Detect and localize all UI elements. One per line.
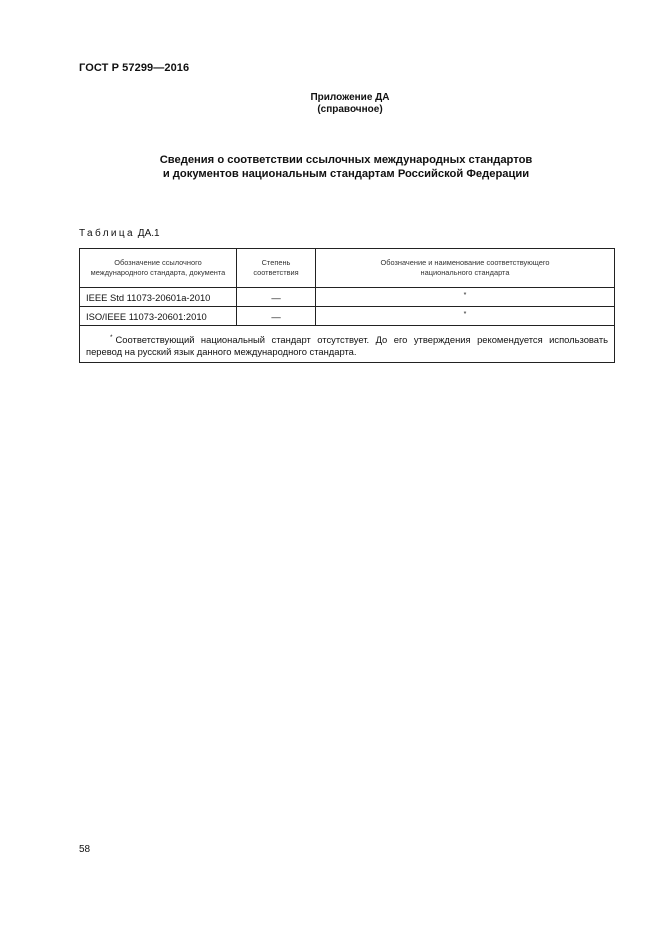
- row-designation: IEEE Std 11073-20601a-2010: [80, 288, 237, 307]
- table-footnote-row: [80, 326, 615, 363]
- header-designation: Обозначение ссылочного международного стандарта, документа: [80, 249, 237, 288]
- table-caption-id: ДА.1: [137, 228, 160, 239]
- header-national-standard: Обозначение и наименование соответствующего национального стандарта: [316, 249, 615, 288]
- page-number: 58: [79, 844, 91, 855]
- header-degree: Степень соответствия: [237, 249, 316, 288]
- document-code: ГОСТ Р 57299—2016: [79, 62, 190, 74]
- row-designation: ISO/IEEE 11073-20601:2010: [80, 307, 237, 326]
- footnote-text: Соответствующий национальный стандарт отсутствует. До его утверждения рекомендуется использовать перевод на русский язык данного международного стандарта.: [86, 334, 608, 358]
- table-caption-word: Таблица: [79, 228, 136, 239]
- table-footnote: [80, 326, 615, 363]
- row-degree: —: [237, 288, 316, 307]
- heading-line-2: и документов национальным стандартам Российской Федерации: [162, 168, 530, 180]
- table-row: [80, 307, 615, 326]
- appendix-title: Приложение ДА: [310, 92, 390, 103]
- appendix-subtitle: (справочное): [317, 104, 383, 115]
- heading-line-1: Сведения о соответствии ссылочных международных стандартов: [159, 154, 533, 166]
- table-row: [80, 288, 615, 307]
- footnote-mark: *: [110, 334, 113, 341]
- section-heading: [79, 153, 613, 181]
- appendix-block: [0, 92, 661, 116]
- table-header-row: [80, 249, 615, 288]
- row-national-standard: *: [316, 288, 615, 307]
- row-degree: —: [237, 307, 316, 326]
- correspondence-table: [79, 248, 615, 363]
- table-caption: [79, 228, 160, 239]
- row-national-standard: *: [316, 307, 615, 326]
